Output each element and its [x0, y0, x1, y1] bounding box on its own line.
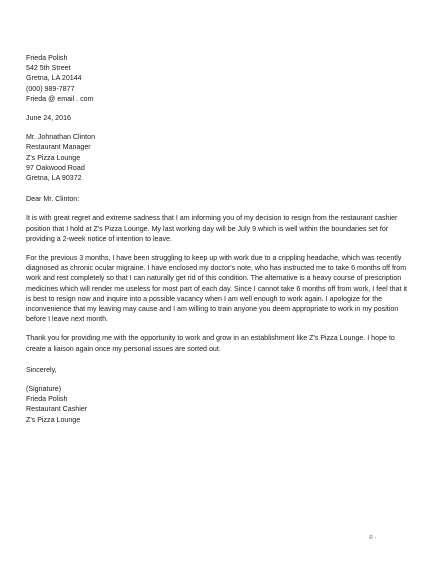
- sender-phone: (000) 989-7877: [26, 84, 75, 93]
- recipient-name: Mr. Johnathan Clinton: [26, 133, 96, 142]
- recipient-company: Z's Pizza Lounge: [26, 153, 81, 162]
- recipient-title: Restaurant Manager: [26, 143, 91, 152]
- signature-company: Z's Pizza Lounge: [26, 415, 81, 424]
- body-paragraph-3: [26, 333, 410, 353]
- body-paragraph-1: [26, 213, 410, 244]
- letter-page: [26, 53, 410, 425]
- closing: Sincerely,: [26, 365, 57, 374]
- sender-name: Frieda Polish: [26, 54, 68, 62]
- paragraph-line: create a liaison again once my personal issues are sorted out.: [26, 344, 221, 353]
- body-paragraph-2: [26, 253, 410, 324]
- paragraph-line: inconvenience that my leaving may cause and I am willing to train anyone you deem appropriate to work in my position: [26, 305, 399, 314]
- paragraph-line: work and rest completely so that I can naturally get rid of this condition. The alternative is a heavy course of prescription: [26, 274, 402, 283]
- sender-address: [26, 53, 410, 104]
- footer-mark: © -: [369, 535, 377, 541]
- paragraph-line: It is with great regret and extreme sadness that I am informing you of my decision to resign from the restaurant cashier: [26, 214, 398, 223]
- paragraph-line: For the previous 3 months, I have been struggling to keep up with work due to a crippling headache, which was recently: [26, 254, 402, 263]
- paragraph-line: diagnosed as chronic ocular migraine. I have enclosed my doctor's note, who has instructed me to take 6 months off from: [26, 264, 407, 273]
- letter-date: June 24, 2016: [26, 114, 71, 123]
- signature-placeholder: (Signature): [26, 385, 62, 394]
- paragraph-line: medicines which will render me useless for most part of each day. Since I cannot take 6 months off from work, I feel that it: [26, 284, 408, 293]
- salutation: Dear Mr. Clinton:: [26, 195, 80, 204]
- sender-email: Frieda @ email . com: [26, 94, 94, 103]
- paragraph-line: before I leave next month.: [26, 315, 109, 324]
- paragraph-line: providing a 2-week notice of intention to leave.: [26, 234, 172, 243]
- recipient-address: [26, 132, 410, 183]
- signature-title: Restaurant Cashier: [26, 405, 88, 414]
- recipient-street: 97 Oakwood Road: [26, 163, 85, 172]
- paragraph-line: is best to resign now and inquire into a possible vacancy when I am well enough to work again. I apologize for the: [26, 294, 383, 303]
- sender-city-zip: Gretna, LA 20144: [26, 74, 82, 83]
- paragraph-line: position that I hold at Z's Pizza Lounge. My last working day will be July 9 which is well within the boundaries set for: [26, 224, 389, 233]
- signature-block: [26, 384, 410, 425]
- recipient-city-zip: Gretna, LA 90372: [26, 174, 82, 183]
- paragraph-line: Thank you for providing me with the opportunity to work and grow in an establishment like Z's Pizza Lounge. I hope to: [26, 334, 395, 343]
- sender-street: 542 5th Street: [26, 64, 71, 73]
- signature-name: Frieda Polish: [26, 395, 68, 404]
